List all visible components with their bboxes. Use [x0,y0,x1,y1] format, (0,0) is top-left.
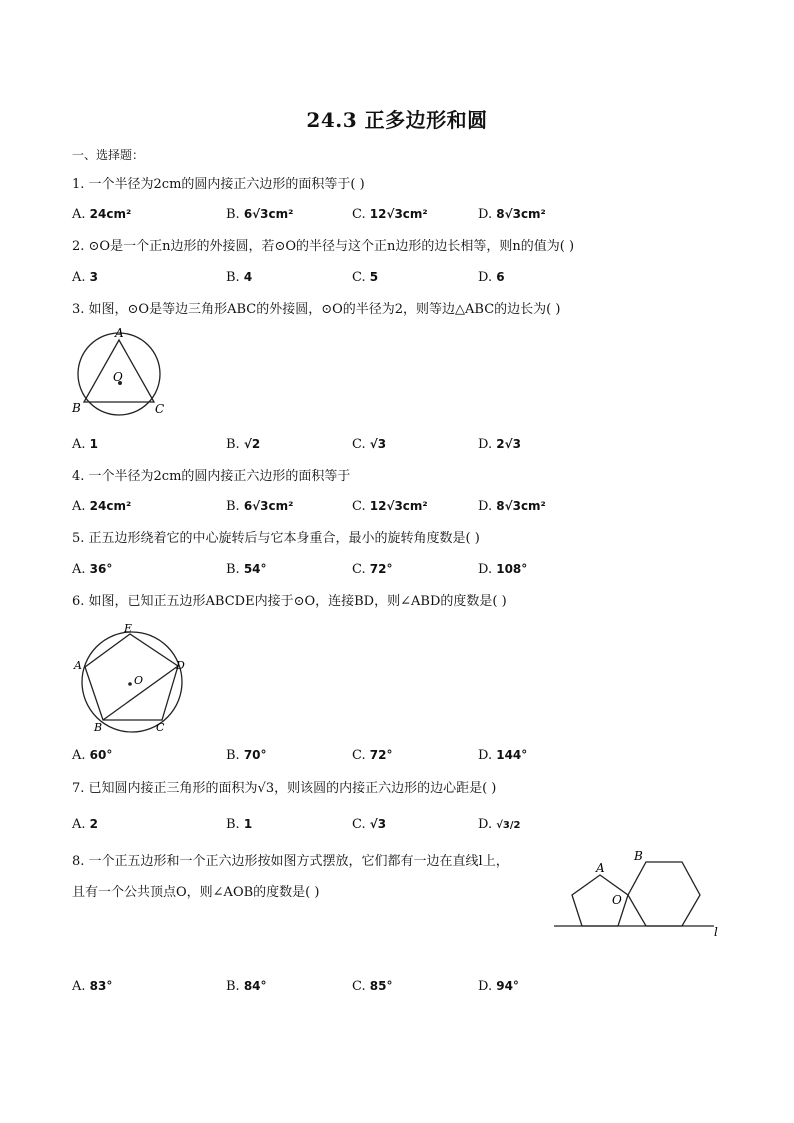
option-c[interactable]: C. 12√3cm² [352,499,428,514]
figure-3-circle-triangle [68,326,168,418]
question-5-options [72,562,632,582]
option-a[interactable]: A. 3 [72,270,99,285]
option-b[interactable]: B. 4 [226,270,253,285]
option-d[interactable]: D. √3/2 [478,817,521,832]
option-b[interactable]: B. 6√3cm² [226,207,294,222]
question-8-stem-line-2: 且有一个公共顶点O，则∠AOB的度数是( ) [72,885,320,900]
label-a: A [74,659,82,672]
option-a[interactable]: A. 1 [72,437,99,452]
option-c[interactable]: C. 72° [352,562,393,577]
question-4-options [72,499,632,519]
figure-8-pentagon-hexagon [550,848,730,940]
question-2-options [72,270,632,290]
option-b[interactable]: B. 1 [226,817,253,832]
option-b[interactable]: B. √2 [226,437,261,452]
label-o: O [134,674,144,687]
option-a[interactable]: A. 2 [72,817,99,832]
option-d[interactable]: D. 6 [478,270,505,285]
option-b[interactable]: B. 6√3cm² [226,499,294,514]
option-d[interactable]: D. 8√3cm² [478,207,546,222]
option-d[interactable]: D. 94° [478,979,519,994]
option-b[interactable]: B. 70° [226,748,267,763]
section-heading: 一、选择题： [72,148,145,162]
question-1-stem: 1. 一个半径为2cm的圆内接正六边形的面积等于( ) [72,177,365,192]
option-d[interactable]: D. 108° [478,562,528,577]
option-c[interactable]: C. 5 [352,270,379,285]
option-c[interactable]: C. √3 [352,817,387,832]
label-a: A [596,861,605,875]
option-a[interactable]: A. 24cm² [72,207,132,222]
label-b: B [634,849,643,863]
label-c: C [156,721,165,734]
label-b: B [94,721,103,734]
label-e: E [124,622,133,635]
question-5-stem: 5. 正五边形绕着它的中心旋转后与它本身重合，最小的旋转角度数是( ) [72,531,480,546]
option-d[interactable]: D. 2√3 [478,437,521,452]
question-8-options [72,979,632,999]
option-b[interactable]: B. 54° [226,562,267,577]
label-o: O [612,893,622,907]
label-c: C [155,402,165,416]
question-3-options [72,437,632,457]
question-8-stem-line-1: 8. 一个正五边形和一个正六边形按如图方式摆放，它们都有一边在直线l上， [72,854,509,869]
question-6-stem: 6. 如图，已知正五边形ABCDE内接于⊙O，连接BD，则∠ABD的度数是( ) [72,594,507,609]
page-title: 24.3 正多边形和圆 [306,108,488,132]
label-l: l [714,925,718,939]
option-b[interactable]: B. 84° [226,979,267,994]
label-o: O [113,370,123,384]
label-b: B [72,401,81,415]
question-3-stem: 3. 如图，⊙O是等边三角形ABC的外接圆，⊙O的半径为2，则等边△ABC的边长为( ) [72,302,561,317]
option-c[interactable]: C. 85° [352,979,393,994]
question-1-options [72,207,632,227]
option-c[interactable]: C. 72° [352,748,393,763]
option-d[interactable]: D. 8√3cm² [478,499,546,514]
option-a[interactable]: A. 24cm² [72,499,132,514]
label-a: A [115,326,124,340]
option-a[interactable]: A. 83° [72,979,113,994]
question-7-stem: 7. 已知圆内接正三角形的面积为√3，则该圆的内接正六边形的边心距是( ) [72,781,497,796]
figure-6-pentagon-in-circle [68,622,192,734]
label-d: D [176,659,185,672]
question-2-stem: 2. ⊙O是一个正n边形的外接圆，若⊙O的半径与这个正n边形的边长相等，则n的值为( ) [72,239,575,254]
option-d[interactable]: D. 144° [478,748,528,763]
question-4-stem: 4. 一个半径为2cm的圆内接正六边形的面积等于 [72,469,351,484]
option-c[interactable]: C. √3 [352,437,387,452]
option-a[interactable]: A. 36° [72,562,113,577]
question-6-options [72,748,632,768]
question-7-options [72,817,632,837]
option-c[interactable]: C. 12√3cm² [352,207,428,222]
option-a[interactable]: A. 60° [72,748,113,763]
